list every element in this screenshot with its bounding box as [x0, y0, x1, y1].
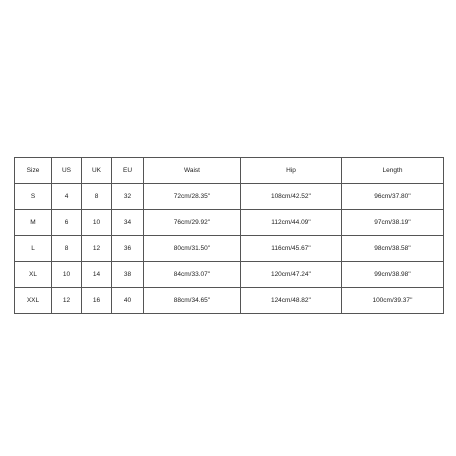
header-eu: EU [112, 158, 144, 184]
size-chart-table [14, 157, 444, 314]
table-row [15, 236, 444, 262]
cell-uk: 10 [82, 210, 112, 236]
cell-hip: 108cm/42.52'' [241, 184, 342, 210]
cell-size: M [15, 210, 52, 236]
cell-length: 96cm/37.80'' [342, 184, 444, 210]
cell-hip: 124cm/48.82'' [241, 288, 342, 314]
cell-eu: 40 [112, 288, 144, 314]
cell-us: 8 [52, 236, 82, 262]
header-length: Length [342, 158, 444, 184]
cell-uk: 14 [82, 262, 112, 288]
cell-hip: 120cm/47.24'' [241, 262, 342, 288]
cell-us: 4 [52, 184, 82, 210]
cell-length: 99cm/38.98'' [342, 262, 444, 288]
header-size: Size [15, 158, 52, 184]
header-uk: UK [82, 158, 112, 184]
cell-waist: 88cm/34.65'' [144, 288, 241, 314]
cell-eu: 38 [112, 262, 144, 288]
header-waist: Waist [144, 158, 241, 184]
cell-uk: 8 [82, 184, 112, 210]
cell-waist: 72cm/28.35'' [144, 184, 241, 210]
header-row [15, 158, 444, 184]
table-row [15, 288, 444, 314]
cell-size: XL [15, 262, 52, 288]
cell-eu: 34 [112, 210, 144, 236]
cell-us: 6 [52, 210, 82, 236]
cell-us: 10 [52, 262, 82, 288]
cell-uk: 16 [82, 288, 112, 314]
cell-waist: 76cm/29.92'' [144, 210, 241, 236]
cell-length: 98cm/38.58'' [342, 236, 444, 262]
cell-size: L [15, 236, 52, 262]
cell-us: 12 [52, 288, 82, 314]
cell-size: XXL [15, 288, 52, 314]
cell-waist: 80cm/31.50'' [144, 236, 241, 262]
cell-hip: 112cm/44.09'' [241, 210, 342, 236]
cell-uk: 12 [82, 236, 112, 262]
table-row [15, 184, 444, 210]
header-us: US [52, 158, 82, 184]
cell-eu: 36 [112, 236, 144, 262]
cell-size: S [15, 184, 52, 210]
table-row [15, 262, 444, 288]
cell-waist: 84cm/33.07'' [144, 262, 241, 288]
table-row [15, 210, 444, 236]
cell-length: 97cm/38.19'' [342, 210, 444, 236]
header-hip: Hip [241, 158, 342, 184]
cell-hip: 116cm/45.67'' [241, 236, 342, 262]
cell-length: 100cm/39.37'' [342, 288, 444, 314]
cell-eu: 32 [112, 184, 144, 210]
